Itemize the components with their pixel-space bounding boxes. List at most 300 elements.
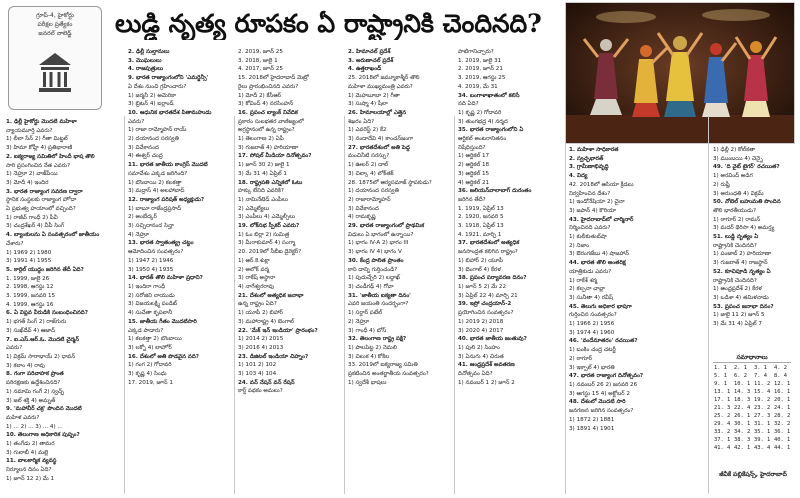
question-line: 3) మదర్ థెరిసా 4) అమర్త్య bbox=[713, 225, 775, 232]
answer-cell: 19. 2 bbox=[754, 397, 771, 403]
page-headline: లుడ్డి నృత్య రూపకం ఏ రాష్ట్రానికి చెందినది? bbox=[115, 9, 542, 38]
question-line: 1) బొంబాయి 2) కలకత్తా bbox=[128, 179, 182, 186]
question-line: ఎవరు? bbox=[6, 345, 23, 352]
question-line: 1) భాగం IV-A 2) భాగం III bbox=[348, 240, 409, 247]
question-line: 3) రాకేష్ అస్థానా bbox=[238, 275, 276, 282]
question-line: 1) సర్దార్ పటేల్ bbox=[348, 310, 383, 317]
question-line: 52. కూచిపూడి నృత్యం ఏ bbox=[713, 268, 771, 275]
question-line: 2. స్వచ్ఛభారత్ bbox=[569, 155, 604, 162]
answer-cell: 43. 4 bbox=[754, 445, 771, 451]
question-line: 1) మెహబూబా 2) గీతా bbox=[348, 92, 400, 99]
question-column-1 bbox=[6, 118, 122, 494]
answer-cell: 17. 1 bbox=[714, 397, 731, 403]
answer-cell: 39. 1 bbox=[754, 437, 771, 443]
question-line: 3) విజయలక్ష్మి పండిట్ bbox=[128, 301, 178, 308]
question-line: 1) ఇందిరా గాంధీ bbox=[128, 283, 166, 290]
question-line: ప్రయోగించిన సంవత్సరం? bbox=[458, 310, 514, 317]
question-line: 9. 'మహావీర్ చక్ర' పొందిన మొదటి bbox=[6, 406, 82, 413]
question-line: 1. 1999, జులై 26 bbox=[6, 275, 50, 282]
question-line: ప్రకటించిన అంతర్జాతీయ సంవత్సరం? bbox=[348, 371, 429, 378]
question-line: 36. జలియన్‌వాలాబాగ్ దురంతం bbox=[458, 188, 532, 195]
answer-cell: 34. 2 bbox=[734, 429, 751, 435]
question-line: నిర్మూలన దినం ఏది? bbox=[6, 467, 52, 474]
question-line: 1) రాజీవ్ గాంధీ 2) పీవీ bbox=[6, 214, 58, 221]
question-line: 5. కార్గిల్ యుద్ధం జరిగిన తేదీ ఏది? bbox=[6, 266, 84, 273]
question-line: 8. గంగా పరివాహక ప్రాంత bbox=[6, 371, 64, 378]
question-line: 12. రాజ్యాంగ పరిషత్ అధ్యక్షుడు? bbox=[128, 196, 205, 203]
column-divider bbox=[454, 116, 455, 494]
answer-cell: 16. 1 bbox=[774, 389, 791, 395]
question-line: 13. భారత స్వాతంత్య్ర చట్టం bbox=[128, 240, 194, 247]
question-line: 3) బెంగాల్ 4) కేరళ bbox=[458, 266, 501, 273]
answer-cell: 6. 2 bbox=[734, 373, 747, 379]
answer-row bbox=[713, 412, 793, 420]
question-line: 2) రాజారామ్మోహన్ bbox=[348, 196, 391, 203]
question-line: 40. భారత జాతీయ జంతువు? bbox=[458, 336, 527, 343]
question-line: 1) పులి 2) సింహం bbox=[458, 344, 500, 351]
question-line: 43. హైదరాబాద్‌లో చార్మినార్ bbox=[569, 216, 634, 223]
question-line: 4) రామకృష్ణ bbox=[348, 214, 376, 221]
question-line: 3) బ్రిటన్ 4) ఐర్లాండ్ bbox=[128, 101, 174, 108]
question-line: 3) మే 31 4) ఏప్రిల్ 1 bbox=[238, 170, 287, 177]
answer-cell: 32. 2 bbox=[774, 421, 791, 427]
question-line: 1) ఇండోనేషియా 2) చైనా bbox=[569, 199, 625, 206]
question-line: 4) ఆర్టికల్ 21 bbox=[458, 179, 490, 186]
question-line: 15. 2018లో హైదరాబాద్ మెట్రో bbox=[238, 75, 309, 82]
question-line: ఎవరు? bbox=[128, 118, 145, 125]
question-line: 3) 1991 4) 1955 bbox=[6, 258, 52, 265]
question-line: 15. జాతీయ గీతం మొదటిసారి bbox=[128, 318, 197, 325]
question-line: 3) మోదీ 4) ఇందిర bbox=[6, 179, 49, 186]
question-line: 1) బిహార్ 2) యూపీ bbox=[458, 257, 503, 264]
question-line: 2. 2019, జూన్ 25 bbox=[238, 49, 283, 55]
answer-cell: 29. 4 bbox=[714, 421, 731, 427]
question-line: చేశారు? bbox=[6, 240, 24, 247]
question-line: 50. నోబెల్ బహుమతి పొందిన bbox=[713, 199, 781, 206]
question-line: 44. భారత తొలి అంతరిక్ష bbox=[569, 260, 626, 267]
answer-cell: 21. 3 bbox=[714, 405, 731, 411]
question-line: 2) రుష్దీ bbox=[713, 181, 730, 188]
answer-cell: 24. 1 bbox=[774, 405, 791, 411]
question-line: 1) జూన్ 12 2) మే 1 bbox=[6, 475, 55, 482]
answer-cell: 8. 4 bbox=[774, 373, 787, 379]
question-line: 1) ఠాగూర్ 2) రామన్ bbox=[713, 216, 761, 223]
question-line: ఆమోదించిన సంవత్సరం? bbox=[128, 249, 184, 256]
question-line: 1) లీలా సేన్ 2) గీతా మిట్టల్ bbox=[6, 136, 68, 143]
question-line: 3) తుంగభద్ర 4) నర్మద bbox=[458, 118, 508, 125]
question-line: 1) బంకిం చంద్ర చటర్జీ bbox=[569, 347, 616, 354]
question-line: 3) గులాబీ 4) మల్లె bbox=[6, 449, 49, 456]
answer-row bbox=[713, 420, 793, 428]
question-line: 3. మొఘలులు bbox=[128, 57, 162, 64]
answer-cell: 12. 1 bbox=[774, 381, 791, 387]
answer-cell: 1. 1 bbox=[714, 365, 727, 371]
question-line: ఎవరి జయంతి సందర్భంగా? bbox=[348, 301, 409, 308]
question-column-3 bbox=[238, 48, 342, 494]
question-line: 2) అంబేద్కర్ bbox=[128, 214, 157, 221]
answer-cell: 2. 1 bbox=[734, 365, 747, 371]
question-line: 2. హిమాచల్ ప్రదేశ్ bbox=[348, 49, 391, 55]
question-line: 20. 2019లో సీబీఐ డైరెక్టర్? bbox=[238, 249, 302, 256]
question-line: 3) 1974 4) 1960 bbox=[569, 329, 615, 336]
question-line: జనగణన జరిగిన సంవత్సరం? bbox=[569, 408, 634, 415]
question-line: 1) పుదుచ్చేరి 2) లద్దాఖ్ bbox=[348, 275, 401, 282]
question-line: జనసాంద్రత కలిగిన రాష్ట్రం? bbox=[458, 249, 518, 256]
question-line: దినోత్సవం ఏది? bbox=[458, 371, 493, 378]
question-line: 2. ఢిల్లీ సుల్తానులు bbox=[128, 49, 170, 55]
question-line: 30. కేంద్ర పాలిత ప్రాంతం bbox=[348, 257, 404, 264]
answer-cell: 40. 1 bbox=[774, 437, 791, 443]
answer-row bbox=[713, 380, 793, 388]
question-line: 1) ఆంధ్రప్రదేశ్ 2) కేరళ bbox=[713, 286, 762, 293]
question-line: 3) గుజరాత్ 4) రాజస్థాన్ bbox=[713, 260, 768, 267]
question-line: 1) ఢిల్లీ 2) కోల్‌కతా bbox=[713, 147, 756, 153]
question-line: 47. భారత రాజ్యాంగ దినోత్సవం? bbox=[569, 373, 644, 380]
question-line: 4) నెహ్రూ bbox=[128, 231, 150, 238]
answer-cell: 27. 3 bbox=[754, 413, 771, 419]
question-line: 1. ఢిల్లీ హైకోర్టు మొదటి మహిళా bbox=[6, 119, 77, 125]
question-line: 3) ఏనుగు 4) చిరుత bbox=[458, 353, 504, 360]
logo-line-3: జనరల్ నాలెడ్జ్ bbox=[38, 30, 72, 37]
answer-cell: 3. 1 bbox=[754, 365, 767, 371]
answer-cell: 9. 1 bbox=[714, 381, 727, 387]
question-line: 3) కృష్ణ 4) సింధు bbox=[128, 371, 167, 378]
question-line: 7. ఐ.ఎస్.ఆర్.ఓ. మొదటి చైర్మన్ bbox=[6, 336, 80, 343]
question-line: నిర్మించినది ఎవరు? bbox=[569, 225, 611, 232]
question-line: నిర్వహించిన దేశం? bbox=[569, 190, 611, 197]
question-line: 22. 'మేక్ ఇన్ ఇండియా' ప్రారంభం? bbox=[238, 327, 318, 334]
answer-cell: 42. 1 bbox=[734, 445, 751, 451]
answer-cell: 15. 4 bbox=[754, 389, 771, 395]
question-line: 3) ఇక్బాల్ 4) భారతి bbox=[569, 364, 615, 371]
question-line: 3) సుష్మా 4) షీలా bbox=[348, 101, 388, 108]
question-line: సారి ప్రసంగించిన నేత ఎవరు? bbox=[6, 162, 70, 169]
question-line: ఏ దేశం నుంచి గ్రహించారు? bbox=[128, 83, 187, 90]
question-line: ఉన్న రాష్ట్రం ఏది? bbox=[238, 301, 277, 308]
answer-cell: 14. 3 bbox=[734, 389, 751, 395]
question-line: 2) సరోజిని నాయుడు bbox=[128, 292, 175, 299]
answer-cell: 13. 1 bbox=[714, 389, 731, 395]
question-line: 2. 1998, ఆగస్టు 12 bbox=[6, 284, 54, 291]
question-line: 3) ఆగస్టు 15 4) అక్టోబర్ 2 bbox=[569, 390, 630, 397]
answer-cell: 4. 2 bbox=[774, 365, 787, 371]
question-line: 31. 'జాతీయ ఐక్యతా దినం' bbox=[348, 292, 411, 299]
question-line: 1) 1947 2) 1946 bbox=[128, 257, 174, 264]
question-line: 4. విద్య bbox=[569, 173, 588, 180]
question-line: 29. భారత రాజ్యాంగంలో ప్రాథమిక bbox=[348, 223, 425, 230]
question-line: 2) అలోక్ వర్మ bbox=[238, 266, 270, 273]
question-line: 2) ఠాగూర్ bbox=[569, 355, 593, 362]
answer-row bbox=[713, 436, 793, 444]
question-line: 33. 2019లో ఐక్యరాజ్య సమితి bbox=[348, 362, 418, 369]
question-line: 2) కల్పనా చావ్లా bbox=[569, 286, 606, 293]
question-line: 3) జల్ శక్తి 4) అమృత్ bbox=[6, 397, 56, 404]
question-line: రాష్ట్రానికి చెందినది? bbox=[713, 242, 757, 249]
question-line: మంచినీటి సరస్సు? bbox=[348, 153, 390, 160]
question-line: 3) చంద్రశేఖర్ 4) వీపీ సింగ్ bbox=[6, 223, 65, 230]
answer-cell: 37. 1 bbox=[714, 437, 731, 443]
question-line: 1) 2014 2) 2015 bbox=[238, 336, 284, 343]
question-line: 3) ముంబయి 4) చెన్నై bbox=[713, 155, 763, 162]
question-line: 3) సునీతా 4) రవీష్ bbox=[569, 294, 614, 301]
question-line: శిఖరం ఏది? bbox=[348, 118, 375, 125]
question-line: 1) తంగేడు 2) తామర bbox=[6, 441, 55, 448]
question-line: రైలు ప్రారంభించినది ఎవరు? bbox=[238, 83, 299, 90]
question-line: 3) మద్రాస్ 4) అలహాబాద్ bbox=[128, 188, 185, 195]
question-line: 1) ఎవరెస్ట్ 2) కే2 bbox=[348, 127, 387, 134]
answer-cell: 36. 1 bbox=[774, 429, 791, 435]
question-line: 1) ... 2) ... 3) ... 4) ... bbox=[6, 423, 63, 430]
answer-cell: 31. 1 bbox=[754, 421, 771, 427]
question-line: 3) లక్నో 4) లాహోర్ bbox=[128, 344, 172, 351]
question-line: 3) జపాన్ 4) కొరియా bbox=[569, 207, 617, 214]
question-line: 3) ఏప్రిల్ 22 4) మార్చి 21 bbox=[458, 292, 518, 299]
column-divider bbox=[708, 116, 709, 494]
question-line: 1) అరవింద్ అడిగ bbox=[713, 173, 753, 180]
question-line: 1) ఆర్టికల్ 17 bbox=[458, 153, 490, 160]
question-line: 2) నెహ్రూ bbox=[348, 318, 370, 325]
answer-cell: 26. 1 bbox=[734, 413, 751, 419]
question-line: 3) 2016 4) 2013 bbox=[238, 344, 284, 351]
question-line: 3) గాంధీ 4) బోస్ bbox=[348, 327, 387, 334]
question-line: 3) వివేకానంద bbox=[348, 205, 379, 212]
question-line: 16. ప్రపంచ బ్యాంక్ నివేదిక bbox=[238, 109, 298, 116]
question-line: 1) 1872 2) 1881 bbox=[569, 416, 615, 423]
question-line: 23. డిజిటల్ ఇండియా చిహ్నం? bbox=[238, 353, 309, 360]
question-line: 38. ప్రపంచ పర్యావరణ దినం? bbox=[458, 275, 527, 282]
logo-line-1: గ్రూప్-4, హైకోర్టు bbox=[36, 12, 74, 19]
question-line: 3) హిమా కోహ్లీ 4) ప్రతిభారాణి bbox=[6, 145, 73, 152]
question-line: 45. తెలుగు అధికార భాషగా bbox=[569, 303, 632, 310]
answers-table bbox=[713, 364, 793, 452]
question-line: 2) దయానంద సరస్వతి bbox=[128, 136, 179, 143]
question-line: 3) మే 31 4) ఏప్రిల్ 7 bbox=[713, 321, 762, 328]
question-line: కార్డ్ పథకం అమలు? bbox=[238, 388, 283, 395]
question-line: 1) జర్మనీ 2) అమెరికా bbox=[128, 92, 176, 99]
question-line: 1) నవంబర్ 1 2) జూన్ 2 bbox=[458, 379, 515, 386]
question-line: 32. తెలంగాణ రాష్ట్ర పక్షి? bbox=[348, 336, 407, 343]
column-divider bbox=[124, 116, 125, 494]
question-line: 3) వివేకానంద bbox=[128, 144, 159, 151]
answer-cell: 38. 3 bbox=[734, 437, 751, 443]
question-line: 42. 2018లో ఆసియా క్రీడలు bbox=[569, 181, 634, 188]
question-line: 6. ఏ విప్లవ వీరుడికి సంబంధించినది? bbox=[6, 310, 88, 317]
question-line: 1) జూన్ 5 2) మే 22 bbox=[458, 283, 507, 290]
question-line: 4. 2019, మే 31 bbox=[458, 83, 498, 90]
question-line: 11. బాలకార్మిక వ్యవస్థ bbox=[6, 458, 57, 465]
question-line: 3) కోవింద్ 4) నరసింహన్ bbox=[238, 101, 294, 108]
question-line: 3. 1918, ఏప్రిల్ 13 bbox=[458, 223, 504, 230]
answer-row bbox=[713, 388, 793, 396]
question-line: మహిళ ఎవరు? bbox=[6, 414, 40, 421]
question-line: 3) అరుంధతి 4) విక్రమ్ bbox=[713, 190, 764, 197]
column-divider bbox=[234, 116, 235, 494]
answers-title: సమాధానాలు bbox=[713, 354, 791, 363]
answer-cell: 35. 1 bbox=[754, 429, 771, 435]
question-line: 1) పాలపిట్ట 2) నెమలి bbox=[348, 344, 397, 351]
question-line: 16. దేశంలో అతి పొడవైన నది? bbox=[128, 353, 200, 360]
question-line: 28. 1875లో ఆర్యసమాజ్ స్థాపకుడు? bbox=[348, 179, 432, 186]
question-line: పరిరక్షణకు ఉద్దేశించినది? bbox=[6, 380, 61, 387]
question-line: 25. 2018లో జమ్మూకాశ్మీర్ తొలి bbox=[348, 75, 420, 82]
question-line: 3. 1999, జనవరి 15 bbox=[6, 293, 56, 300]
section-logo bbox=[8, 6, 102, 110]
question-line: 1) 101 2) 102 bbox=[238, 362, 277, 369]
answer-cell: 18. 3 bbox=[734, 397, 751, 403]
question-line: 26. హిమాలయాల్లో ఎత్తైన bbox=[348, 109, 407, 116]
question-line: తొలి భారతీయుడు? bbox=[713, 207, 757, 214]
question-line: 27. భారతదేశంలో అతి పెద్ద bbox=[348, 144, 410, 151]
question-line: 3) భాగం IV 4) భాగం V bbox=[348, 249, 402, 256]
question-line: 1) ఊలర్ 2) దాల్ bbox=[348, 162, 389, 169]
question-line: 1) రాకేశ్ శర్మ bbox=[569, 277, 598, 284]
question-line: ప్రకారం సులభతర వాణిజ్యంలో bbox=[238, 118, 304, 125]
question-column-2 bbox=[128, 48, 232, 494]
question-line: 53. ప్రపంచ జనాభా దినం? bbox=[713, 303, 774, 310]
question-column-7 bbox=[713, 146, 793, 350]
question-line: 1) 2019 2) 2018 bbox=[458, 318, 504, 325]
question-line: 1) విక్రమ్ సారాభాయ్ 2) ధావన్ bbox=[6, 353, 76, 360]
question-line: 1) నవంబర్ 26 2) జనవరి 26 bbox=[569, 381, 638, 388]
answer-cell: 10. 1 bbox=[734, 381, 751, 387]
question-line: 9. భారత రాజ్యాంగంలోని 'ఎమర్జెన్సీ' bbox=[128, 75, 209, 82]
question-line: 3) కలాం 4) రావు bbox=[6, 362, 46, 369]
question-line: 1) యూపీ 2) బిహార్ bbox=[238, 310, 283, 317]
question-line: 10. తెలంగాణ అధికారిక పుష్పం? bbox=[6, 432, 80, 439]
question-line: 46. 'వందేమాతరం' రచయిత? bbox=[569, 338, 638, 345]
question-line: గుర్తించిన సంవత్సరం? bbox=[569, 312, 617, 319]
question-line: 3. 2018, జులై 1 bbox=[238, 57, 278, 64]
question-line: 1) తెలంగాణ 2) ఏపీ bbox=[238, 136, 284, 143]
answer-cell: 23. 2 bbox=[754, 405, 771, 411]
question-line: 4. 1999, ఆగస్టు 16 bbox=[6, 301, 54, 308]
answer-cell: 7. 4 bbox=[754, 373, 767, 379]
question-line: 4. ఉత్తరాఖండ్ bbox=[348, 66, 382, 73]
answer-row bbox=[713, 396, 793, 404]
answer-row bbox=[713, 364, 793, 372]
question-line: నది ఏది? bbox=[458, 101, 479, 108]
question-line: 3. అరుణాచల్ ప్రదేశ్ bbox=[348, 57, 394, 64]
question-line: 1) ఆర్.కె.శుక్లా bbox=[238, 257, 270, 264]
question-line: 2) ఎమ్మెల్యేలు bbox=[238, 205, 270, 212]
question-line: 17. 2019, జూన్ 1 bbox=[128, 379, 173, 386]
question-line: 19. లోక్‌సభ స్పీకర్ ఎవరు? bbox=[238, 223, 300, 230]
question-line: ఆర్టికల్ అంటరానితనం bbox=[458, 136, 507, 143]
question-line: 1) భగత్ సింగ్ 2) రాజ్‌గురు bbox=[6, 319, 67, 326]
question-line: 1) స్వదేశీ భాషలు bbox=[348, 379, 387, 386]
question-line: 1) జూన్ 30 2) జులై 1 bbox=[238, 162, 290, 169]
question-line: 3) చిలుక 4) కోకిల bbox=[348, 353, 390, 360]
answer-cell: 28. 2 bbox=[774, 413, 791, 419]
question-line: కాని దాన్ని గుర్తించండి? bbox=[348, 266, 398, 273]
question-line: 2) నిజాం bbox=[569, 242, 590, 249]
question-line: నిషేధిస్తుంది? bbox=[458, 144, 486, 151]
question-line: 1) కులీకుతుబ్‌షా bbox=[569, 234, 607, 241]
answer-cell: 11. 2 bbox=[754, 381, 771, 387]
question-line: 4) నాగేశ్వరరావు bbox=[238, 283, 275, 290]
answer-cell: 30. 1 bbox=[734, 421, 751, 427]
column-divider bbox=[344, 116, 345, 494]
question-line: 3) సచ్చిదానంద సిన్హా bbox=[128, 223, 174, 230]
question-line: విధులు ఏ భాగంలో ఉన్నాయి? bbox=[348, 231, 414, 238]
question-line: 3) ఎంపీలు 4) ఎమ్మెల్సీలు bbox=[238, 214, 295, 221]
question-line: 4. 1921, మార్చి 1 bbox=[458, 231, 502, 238]
question-line: 14. భారత్ తొలి మహిళా ప్రధాని? bbox=[128, 275, 203, 282]
question-line: 3) సుఖ్‌దేవ్ 4) ఆజాద్ bbox=[6, 327, 56, 334]
answer-cell: 20. 1 bbox=[774, 397, 791, 403]
question-line: 24. వన్ నేషన్ వన్ రేషన్ bbox=[238, 379, 295, 386]
question-line: 18. రాష్ట్రపతి ఎన్నికలో ఓటు bbox=[238, 179, 303, 186]
question-line: 3) చిల్కా 4) లోక్‌తక్ bbox=[348, 170, 394, 177]
question-line: 1. 2019, జులై 31 bbox=[458, 57, 502, 64]
question-line: 1) నమామి గంగే 2) స్వచ్ఛ్ bbox=[6, 388, 65, 395]
question-line: 3) నందాదేవి 4) కాంచన్‌జంగా bbox=[348, 136, 414, 143]
answer-row bbox=[713, 444, 793, 452]
question-line: 3. భారత రాజ్యాంగ సవరణ ద్వారా bbox=[6, 188, 83, 195]
question-line: 1) బాబూ రాజేంద్రప్రసాద్ bbox=[128, 205, 182, 212]
building-icon bbox=[35, 51, 75, 95]
answer-cell: 5. 1 bbox=[714, 373, 727, 379]
question-line: 34. బంగాళాఖాతంలో కలిసే bbox=[458, 92, 520, 99]
question-line: 37. భారతదేశంలో అత్యధిక bbox=[458, 240, 520, 247]
question-line: 1. మహిళా సాధికారత bbox=[569, 147, 619, 153]
question-line: అగ్రస్థానంలో ఉన్న రాష్ట్రం? bbox=[238, 127, 295, 134]
question-line: 2) ఆర్టికల్ 18 bbox=[458, 162, 490, 169]
question-line: 3) 2020 4) 2017 bbox=[458, 327, 504, 334]
question-line: 3) 1950 4) 1935 bbox=[128, 266, 174, 273]
question-line: 1. 1919, ఏప్రిల్ 13 bbox=[458, 205, 504, 212]
question-line: 4. 2017, జూన్ 25 bbox=[238, 66, 283, 73]
question-line: సమావేశం ఎక్కడ జరిగింది? bbox=[128, 170, 188, 177]
publisher-credit: జీవీకే పబ్లికేషన్స్, హైదరాబాద్ bbox=[719, 471, 787, 478]
question-line: 3. గ్రామీణాభివృద్ధి bbox=[569, 164, 609, 171]
answer-row bbox=[713, 404, 793, 412]
answer-cell: 33. 2 bbox=[714, 429, 731, 435]
question-line: యాత్రికుడు ఎవరు? bbox=[569, 268, 612, 275]
question-line: 1) పంజాబ్ 2) హరియాణా bbox=[713, 251, 772, 258]
question-line: 3) 1891 4) 1901 bbox=[569, 425, 615, 432]
question-line: న్యాయమూర్తి ఎవరు? bbox=[6, 127, 53, 134]
question-line: 3) మహారాష్ట్ర 4) బెంగాల్ bbox=[238, 318, 294, 325]
question-column-6 bbox=[569, 146, 706, 494]
question-line: 3) ఒడిశా 4) తమిళనాడు bbox=[713, 294, 769, 301]
question-line: మహిళా ముఖ్యమంత్రి ఎవరు? bbox=[348, 83, 413, 90]
question-line: 1) జులై 11 2) జూన్ 5 bbox=[713, 312, 765, 319]
question-line: 4) సుచేతా కృపలానీ bbox=[128, 310, 173, 317]
question-line: 1) 1966 2) 1956 bbox=[569, 321, 615, 328]
question-line: ఏ ప్రభుత్వ హయాంలో వచ్చింది? bbox=[6, 206, 76, 213]
question-line: 10. ఆధునిక భారతదేశ పితామహుడు bbox=[128, 109, 212, 116]
answer-row bbox=[713, 428, 793, 436]
question-line: 1) మోదీ 2) కేసీఆర్ bbox=[238, 92, 282, 99]
question-line: 1) కలకత్తా 2) బొంబాయి bbox=[128, 336, 182, 343]
question-line: 1) దయానంద సరస్వతి bbox=[348, 188, 399, 195]
logo-line-2: పరీక్షల ప్రత్యేకం bbox=[37, 21, 73, 28]
question-line: పాటిగానిచ్చారు? bbox=[458, 49, 494, 55]
question-line: 1) రాజా రామ్మోహన్ రాయ్ bbox=[128, 127, 187, 134]
question-column-5 bbox=[458, 48, 563, 494]
question-column-4 bbox=[348, 48, 452, 494]
question-line: 3) మీరాకుమార్ 4) సంగ్మా bbox=[238, 240, 296, 247]
question-line: 3) గుజరాత్ 4) హరియాణా bbox=[238, 144, 299, 151]
answer-cell: 44. 1 bbox=[774, 445, 791, 451]
question-line: జరిగిన తేదీ? bbox=[458, 196, 486, 203]
question-line: హక్కు లేనిది ఎవరికి? bbox=[238, 188, 284, 195]
question-line: 3) చండీగఢ్ 4) గోవా bbox=[348, 283, 394, 290]
question-line: స్థానిక సంస్థలకు రాజ్యాంగ హోదా bbox=[6, 197, 77, 204]
question-line: 3) ఔరంగజేబు 4) షాజహాన్ bbox=[569, 251, 629, 258]
question-line: 1) నామినేటెడ్ ఎంపీలు bbox=[238, 196, 288, 203]
